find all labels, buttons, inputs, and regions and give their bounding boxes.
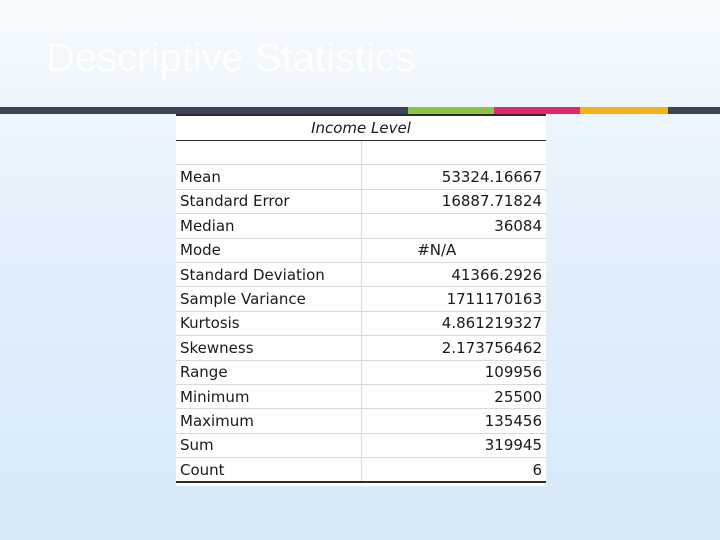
accent-segment-dark [0,107,408,114]
stat-label: Mean [176,165,361,189]
stat-value: 135456 [361,409,546,433]
stat-value: 6 [361,458,546,483]
stat-label: Skewness [176,336,361,360]
stat-value: 25500 [361,384,546,408]
table-row [176,189,546,213]
table-row [176,238,546,262]
table-row [176,262,546,286]
accent-segment-dark-end [668,107,720,114]
stat-value: 4.861219327 [361,311,546,335]
table-row [176,311,546,335]
stat-label: Mode [176,238,361,262]
table-row [176,458,546,483]
table-row [176,409,546,433]
stat-label [176,141,361,165]
column-header: Income Level [176,115,546,141]
stat-value: 1711170163 [361,287,546,311]
table-row [176,141,546,165]
table-row [176,214,546,238]
stat-value: 109956 [361,360,546,384]
stat-label: Sum [176,433,361,457]
stat-value: 41366.2926 [361,262,546,286]
stat-label: Median [176,214,361,238]
accent-segment-green [408,107,494,114]
accent-bar [0,107,720,114]
table-row [176,165,546,189]
stat-value: 16887.71824 [361,189,546,213]
accent-segment-yellow [580,107,668,114]
accent-segment-pink [494,107,580,114]
stat-value: 53324.16667 [361,165,546,189]
stat-label: Sample Variance [176,287,361,311]
stat-value: #N/A [361,238,546,262]
table-row [176,384,546,408]
stat-value: 319945 [361,433,546,457]
stat-label: Count [176,458,361,483]
stat-label: Kurtosis [176,311,361,335]
stat-label: Standard Deviation [176,262,361,286]
slide-title: Descriptive Statistics [46,36,415,80]
table-row [176,360,546,384]
stats-table [176,114,546,483]
stat-label: Range [176,360,361,384]
descriptive-statistics-table [176,114,546,486]
stat-value [361,141,546,165]
stat-label: Minimum [176,384,361,408]
stat-label: Standard Error [176,189,361,213]
table-header-row [176,115,546,141]
stat-value: 2.173756462 [361,336,546,360]
table-row [176,336,546,360]
table-row [176,287,546,311]
stat-value: 36084 [361,214,546,238]
stat-label: Maximum [176,409,361,433]
table-row [176,433,546,457]
